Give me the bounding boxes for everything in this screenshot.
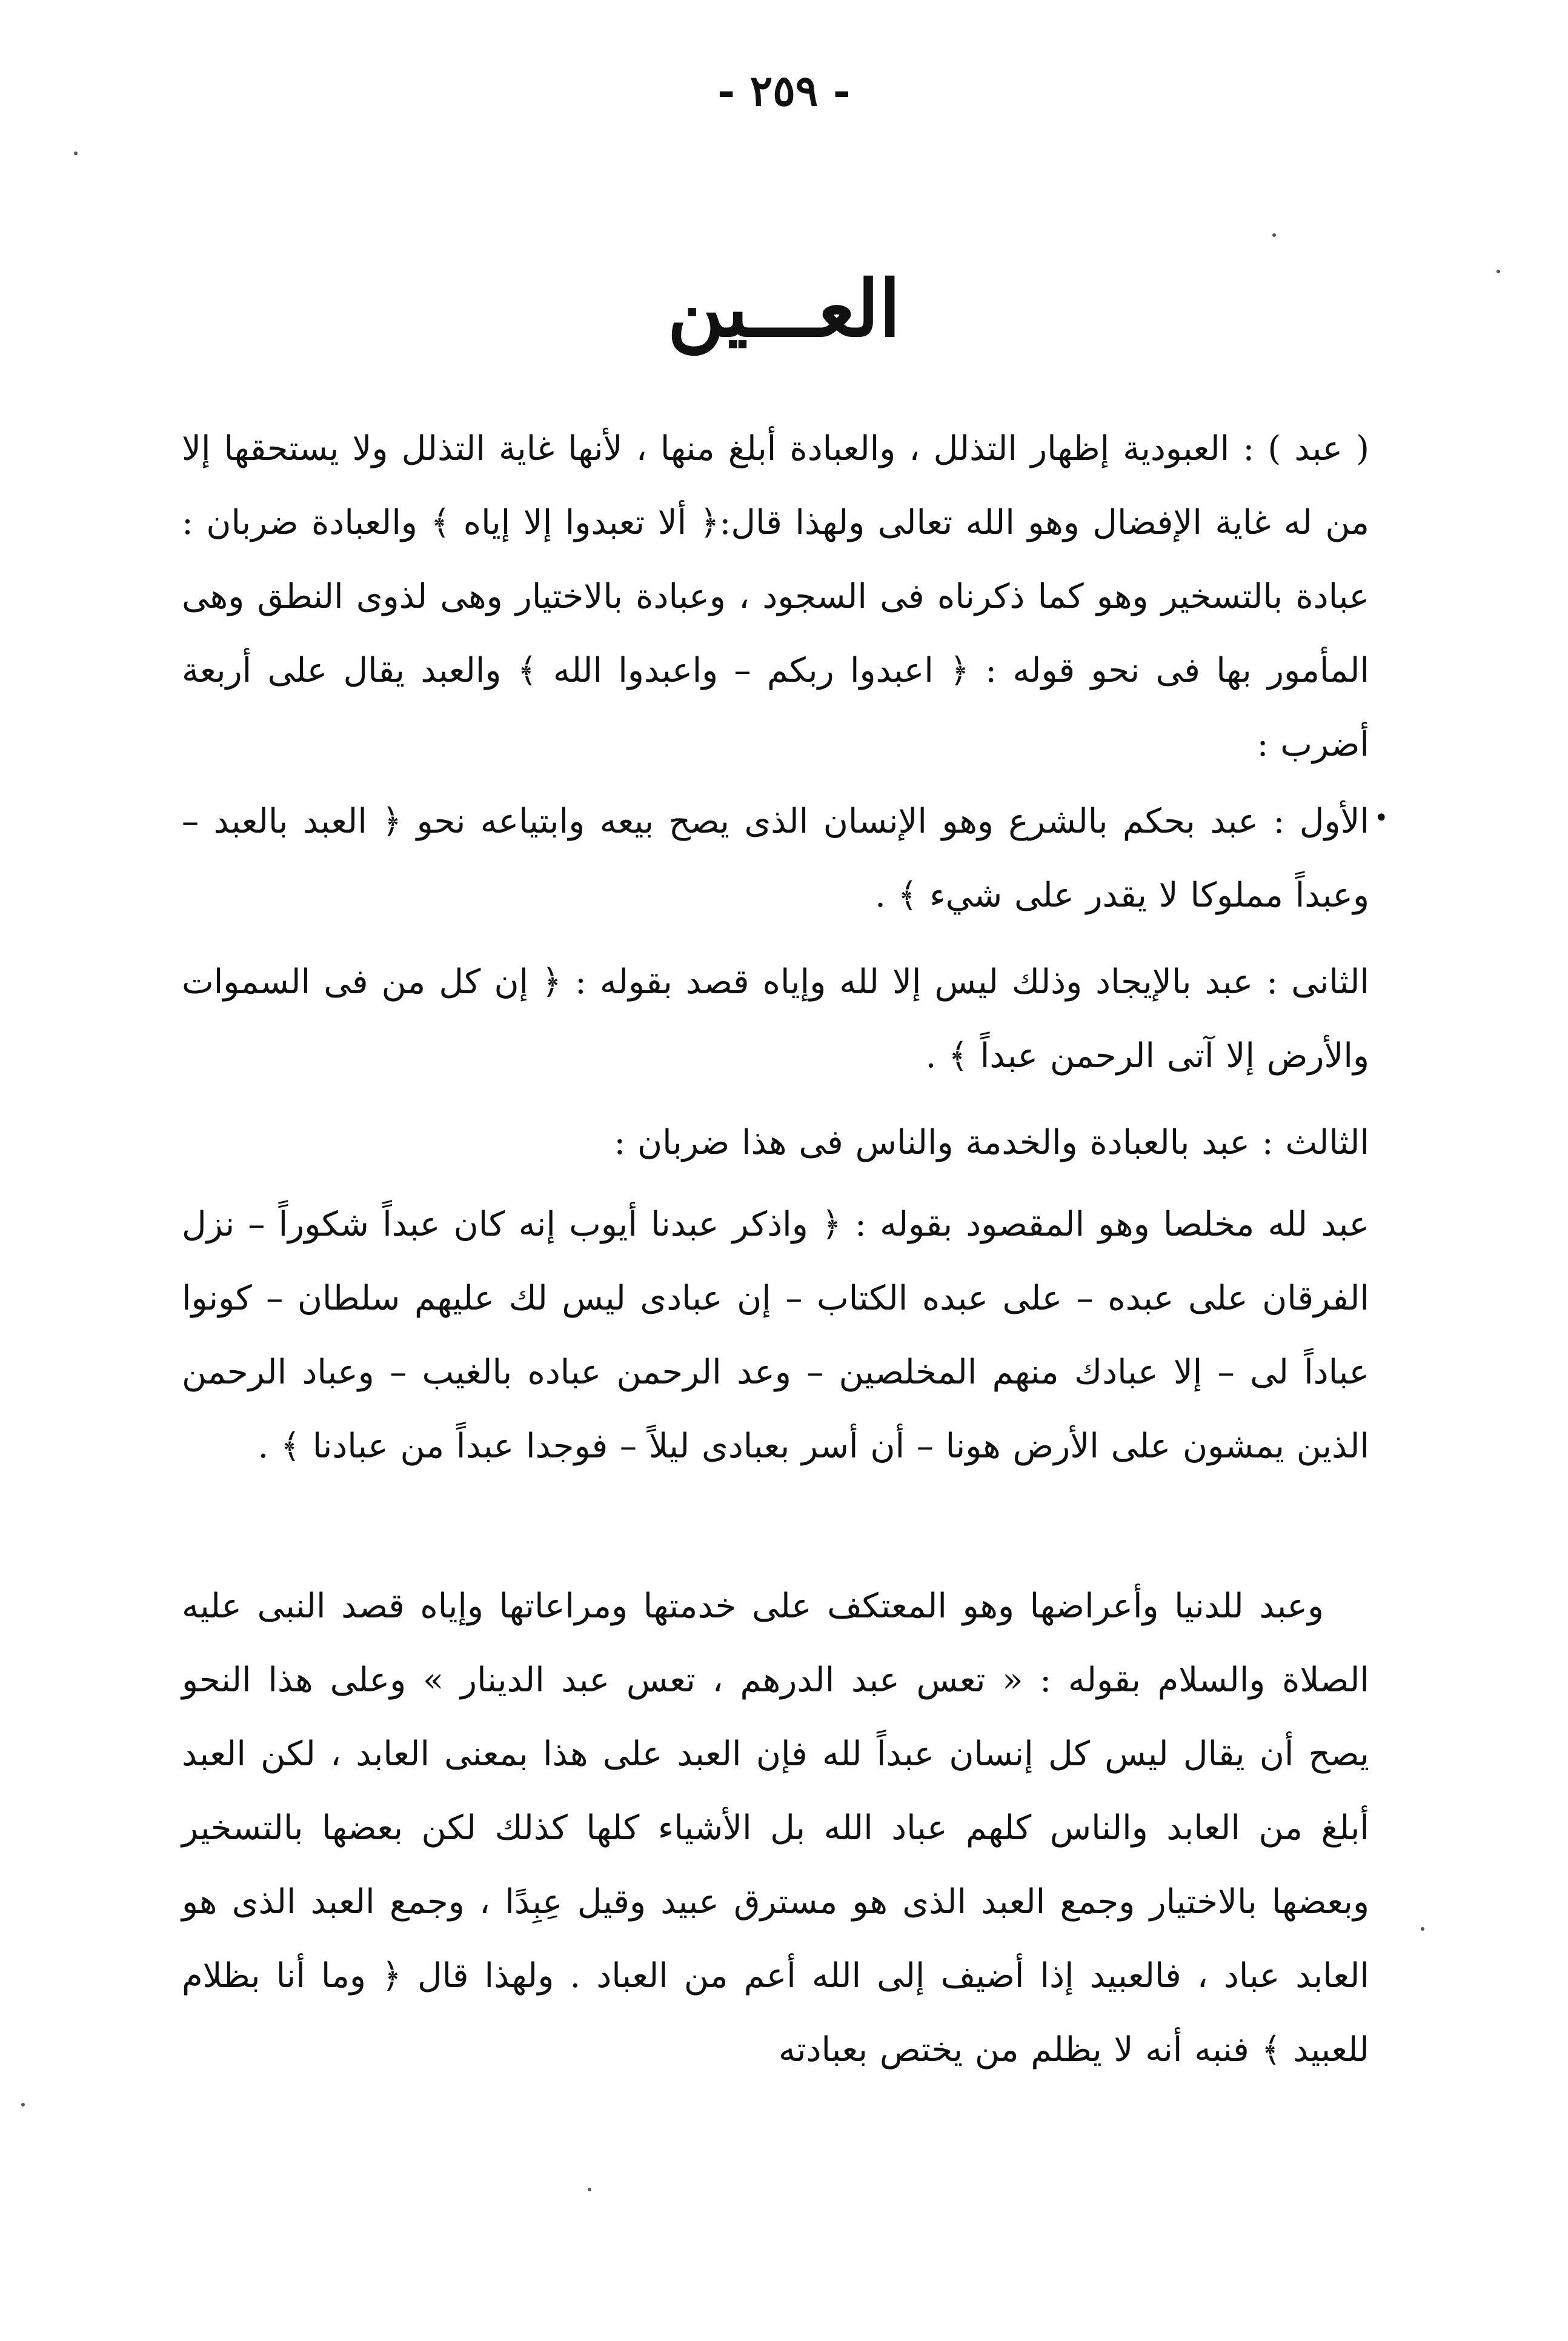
scan-speck [1421,1927,1424,1931]
section-title: العـــين [667,264,901,355]
scan-speck [1272,233,1276,237]
paragraph-text: الثانى : عبد بالإيجاد وذلك ليس إلا لله وإياه قصد بقوله : ﴿ إن كل من فى السموات والأرض إلا آتى الرحمن عبداً ﴾ . [182,962,1369,1076]
scan-speck [1497,270,1500,273]
scan-speck [588,2188,591,2191]
paragraph-text: الثالث : عبد بالعبادة والخدمة والناس فى هذا ضربان : [614,1123,1369,1162]
paragraph-text: وعبد للدنيا وأعراضها وهو المعتكف على خدمتها ومراعاتها وإياه قصد النبى عليه الصلاة والسلام بقوله : « تعس عبد الدرهم ، تعس عبد الدينار » وعلى هذا النحو يصح أن يقال ليس كل إنسان عبداً لله فإن العبد على هذا بمعنى العابد ، لكن العبد أبلغ من العابد والناس كلهم عباد الله بل الأشياء كلها كذلك لكن بعضها بالتسخير وبعضها بالاختيار وجمع العبد الذى هو مسترق عبيد وقيل عِبِدًا ، وجمع العبد الذى هو العابد عباد ، فالعبيد إذا أضيف إلى الله أعم من العباد . ولهذا قال ﴿ وما أنا بظلام للعبيد ﴾ فنبه أنه لا يظلم من يختص بعبادته [182,1587,1369,2070]
paragraph-second-kind [182,945,1369,1093]
scan-speck [74,152,78,155]
paragraph-sincere-servant [182,1188,1369,1484]
bullet-mark: • [1374,804,1389,832]
paragraph-worldly-servant [182,1570,1369,2087]
paragraph-text: الأول : عبد بحكم بالشرع وهو الإنسان الذى يصح بيعه وابتياعه نحو ﴿ العبد بالعبد – وعبداً مملوكا لا يقدر على شيء ﴾ . [182,802,1369,915]
paragraph-third-kind [182,1106,1369,1180]
paragraph-text: عبد لله مخلصا وهو المقصود بقوله : ﴿ واذكر عبدنا أيوب إنه كان عبداً شكوراً – نزل الفرقان على عبده – على عبده الكتاب – إن عبادى ليس لك عليهم سلطان – كونوا عباداً لى – إلا عبادك منهم المخلصين – وعد الرحمن عباده بالغيب – وعباد الرحمن الذين يمشون على الأرض هونا – أن أسر بعبادى ليلاً – فوجدا عبداً من عبادنا ﴾ . [182,1205,1369,1466]
scan-speck [21,2103,25,2106]
paragraph-text: ( عبد ) : العبودية إظهار التذلل ، والعبادة أبلغ منها ، لأنها غاية التذلل ولا يستحقها إلا من له غاية الإفضال وهو الله تعالى ولهذا قال:﴿ ألا تعبدوا إلا إياه ﴾ والعبادة ضربان : عبادة بالتسخير وهو كما ذكرناه فى السجود ، وعبادة بالاختيار وهى لذوى النطق وهى المأمور بها فى نحو قوله : ﴿ اعبدوا ربكم – واعبدوا الله ﴾ والعبد يقال على أربعة أضرب : [182,429,1369,764]
paragraph-first-kind [182,785,1369,933]
page-number: - ٢٥٩ - [717,65,851,116]
paragraph-definition [182,412,1369,782]
